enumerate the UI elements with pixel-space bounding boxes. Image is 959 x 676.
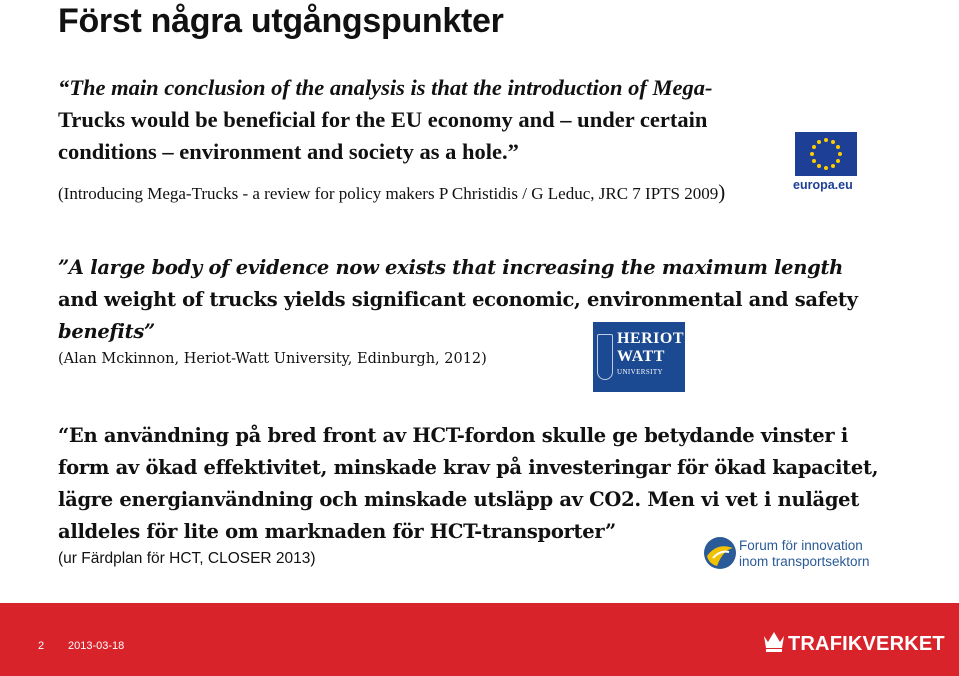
hw-text: WATT [617, 348, 665, 365]
forum-line: inom transportsektorn [739, 554, 870, 569]
forum-text [739, 538, 870, 570]
page-number: 2 [38, 640, 45, 652]
quote-line: “The main conclusion of the analysis is that the introduction of Mega- [58, 75, 713, 100]
quote-line: alldeles för lite om marknaden för HCT-transporter” [58, 520, 616, 543]
quote-source-jrc [58, 180, 725, 205]
quote-line: and weight of trucks yields significant economic, environmental and safety [58, 288, 858, 311]
source-text: (Introducing Mega-Trucks - a review for policy makers P Christidis / G Leduc, JRC 7 IPTS 2009 [58, 184, 719, 203]
quote-line: benefits” [58, 320, 155, 343]
quote-line: form av ökad effektivitet, minskade krav på investeringar för ökad kapacitet, [58, 456, 879, 479]
trafikverket-logo: TRAFIKVERKET [788, 633, 945, 655]
eu-flag-icon [795, 132, 857, 176]
heriot-watt-logo [593, 322, 685, 392]
forum-line: Forum för innovation [739, 538, 863, 553]
quote-line: Trucks would be beneficial for the EU economy and – under certain [58, 107, 708, 132]
source-close: ) [718, 180, 726, 204]
crest-icon [597, 334, 613, 380]
quote-mckinnon [58, 252, 858, 348]
forum-swirl-icon [703, 536, 737, 570]
quote-line: conditions – environment and society as a hole.” [58, 139, 519, 164]
crown-icon [762, 628, 786, 654]
quote-source-closer: (ur Färdplan för HCT, CLOSER 2013) [58, 550, 316, 567]
quote-line: lägre energianvändning och minskade utsläpp av CO2. Men vi vet i nuläget [58, 488, 859, 511]
quote-line: “En användning på bred front av HCT-fordon skulle ge betydande vinster i [58, 424, 848, 447]
hw-text: UNIVERSITY [617, 368, 663, 376]
quote-mega-trucks [58, 72, 712, 168]
eu-logo [793, 132, 861, 194]
slide-title: Först några utgångspunkter [58, 2, 504, 40]
quote-hct [58, 420, 878, 548]
footer-bar [0, 603, 959, 676]
quote-line: ”A large body of evidence now exists that increasing the maximum length [58, 256, 844, 279]
forum-logo [703, 536, 873, 572]
eu-label: europa.eu [793, 178, 853, 192]
hw-text: HERIOT [617, 330, 685, 347]
footer-date: 2013-03-18 [68, 640, 125, 652]
quote-source-mckinnon: (Alan Mckinnon, Heriot-Watt University, Edinburgh, 2012) [58, 351, 487, 367]
